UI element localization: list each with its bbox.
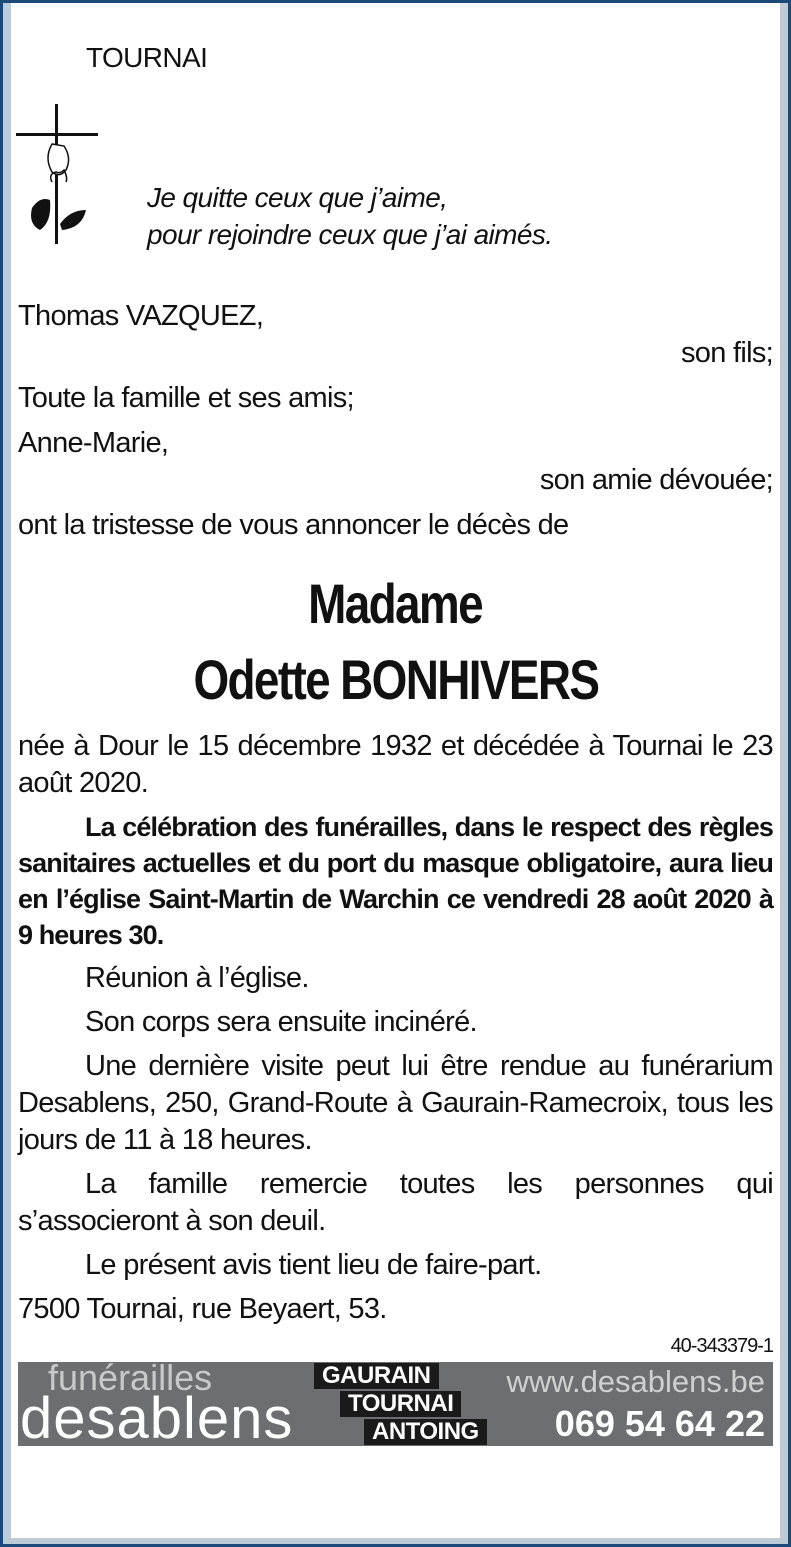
ad-phone: 069 54 64 22 (554, 1403, 765, 1444)
family-member: Toute la famille et ses amis; (18, 382, 354, 414)
family-relation: son amie dévouée; (539, 464, 773, 496)
frame-strip-bottom (3, 1538, 788, 1544)
paragraph: Réunion à l’église. (85, 962, 309, 994)
quote-line-2: pour rejoindre ceux que j’ai aimés. (147, 219, 553, 250)
ad-town: TOURNAI (340, 1391, 461, 1417)
quote-line-1: Je quitte ceux que j’aime, (147, 182, 448, 213)
cross-rose-icon (16, 104, 98, 244)
frame-strip-right (780, 3, 788, 1544)
deceased-heading (18, 566, 773, 718)
ad-town: ANTOING (364, 1419, 487, 1445)
frame-strip-left (3, 3, 11, 1544)
ad-town: GAURAIN (314, 1363, 439, 1389)
birth-death-info: née à Dour le 15 décembre 1932 et décédée à Tournai le 23 août 2020. (18, 730, 773, 799)
deceased-title: Madame (308, 572, 483, 635)
ad-website: www.desablens.be (506, 1364, 765, 1399)
family-member: Anne-Marie, (18, 427, 169, 459)
ad-tagline: funérailles (48, 1357, 213, 1398)
ad-brand: desablens (20, 1386, 294, 1451)
city-heading: TOURNAI (86, 42, 208, 73)
address: 7500 Tournai, rue Beyaert, 53. (18, 1293, 387, 1325)
paragraph: Son corps sera ensuite incinéré. (85, 1006, 477, 1038)
deceased-name: Odette BONHIVERS (193, 648, 598, 711)
ceremony-info: La célébration des funérailles, dans le respect des règles sanitaires actuelles et du port du masque obligatoire, aura lieu en l’église Saint-Martin de Warchin ce vendredi 28 août 2020 à 9 heures 30. (18, 812, 773, 950)
family-member: Thomas VAZQUEZ, (18, 300, 264, 332)
funeral-home-ad (18, 1357, 773, 1451)
family-relation: son fils; (680, 337, 773, 369)
paragraph: La famille remercie toutes les personnes qui s’associeront à son deuil. (18, 1168, 773, 1237)
notice-body (18, 298, 773, 1451)
paragraph: Le présent avis tient lieu de faire-part. (85, 1249, 542, 1281)
paragraph: Une dernière visite peut lui être rendue au funérarium Desablens, 250, Grand-Route à Gaurain-Ramecroix, tous les jours de 11 à 18 heures. (18, 1050, 773, 1156)
announcement: ont la tristesse de vous annoncer le décès de (18, 509, 569, 541)
reference-number: 40-343379-1 (670, 1335, 773, 1357)
